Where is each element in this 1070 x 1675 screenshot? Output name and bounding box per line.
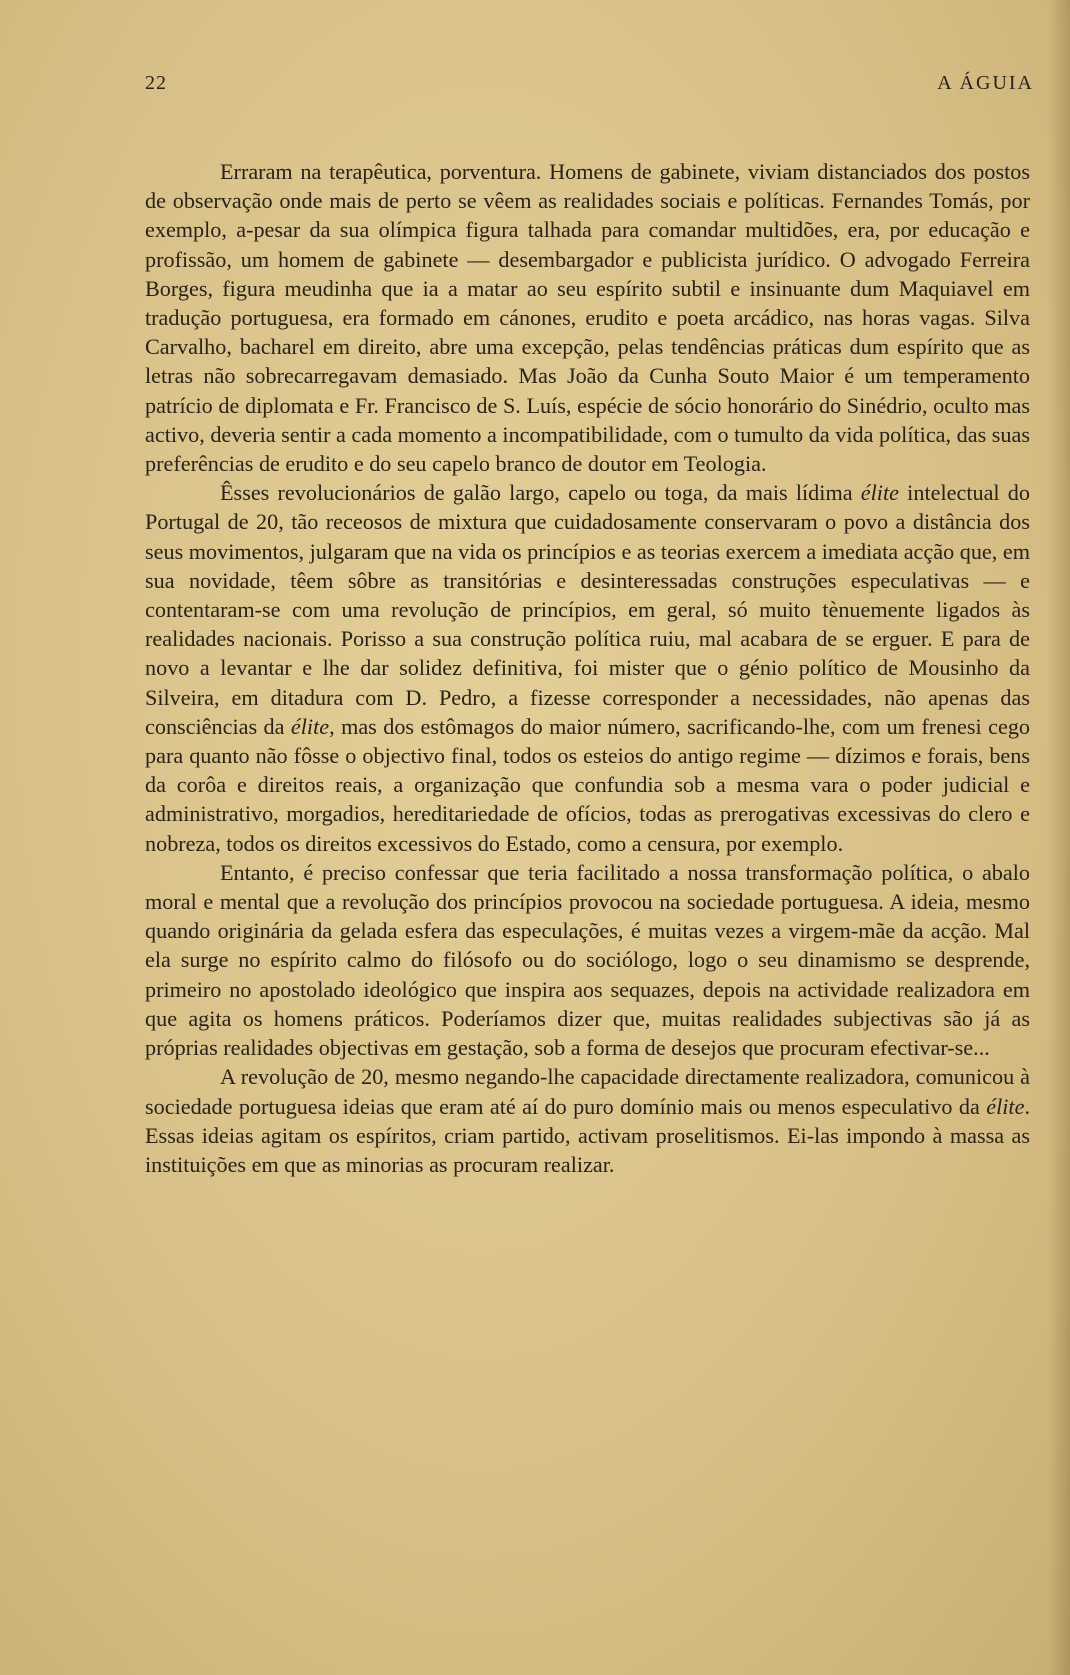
paragraph-2 xyxy=(145,478,1030,858)
paragraph-1: Erraram na terapêutica, porventura. Homens de gabinete, viviam distanciados dos postos de observação onde mais de perto se vêem as realidades sociais e políticas. Fernandes Tomás, por exemplo, a-pesar da sua olímpica figura talhada para comandar multidões, era, por educação e profissão, um homem de gabinete — desembargador e publicista jurídico. O advogado Ferreira Borges, figura meudinha que ia a matar ao seu espírito subtil e insinuante dum Maquiavel em tradução portuguesa, era formado em cánones, erudito e poeta arcádico, nas horas vagas. Silva Carvalho, bacharel em direito, abre uma excepção, pelas tendências práticas dum espírito que as letras não sobrecarregavam demasiado. Mas João da Cunha Souto Maior é um temperamento patrício de diplomata e Fr. Francisco de S. Luís, espécie de sócio honorário do Sinédrio, oculto mas activo, deveria sentir a cada momento a incompatibilidade, com o tumulto da vida política, das suas preferências de erudito e do seu capelo branco de doutor em Teologia. xyxy=(145,159,1030,477)
body-text xyxy=(145,157,1030,1179)
emphasis-elite: élite xyxy=(860,480,899,506)
paragraph-4-part-1: A revolução de 20, mesmo negando-lhe capacidade directamente realizadora, comunicou à sociedade portuguesa ideias que eram até aí do puro domínio mais ou menos especulativo da xyxy=(145,1064,1030,1119)
paragraph-4-part-2: . Essas ideias agitam os espíritos, criam partido, activam proselitismos. Ei-las impondo à massa as instituições em que as minorias as procuram realizar. xyxy=(145,1093,1030,1177)
page-header xyxy=(145,72,1034,102)
paragraph-2-part-2: intelectual do Portugal de 20, tão receosos de mixtura que cuidadosamente conservaram o povo a distância dos seus movimentos, julgaram que na vida os princípios e as teorias exercem a imediata acção que, em sua novidade, têem sôbre as transitórias e desinteressadas construções especulativas — e contentaram-se com uma revolução de princípios, em geral, só muito tènuemente ligados às realidades nacionais. Porisso a sua construção política ruiu, mal acabara de se erguer. E para de novo a levantar e lhe dar solidez definitiva, foi mister que o génio político de Mousinho da Silveira, em ditadura com D. Pedro, a fizesse corresponder a necessidades, não apenas das consciências da xyxy=(145,480,1030,739)
paragraph-4 xyxy=(145,1062,1030,1179)
emphasis-elite: élite xyxy=(986,1093,1025,1119)
paragraph-2-part-1: Êsses revolucionários de galão largo, capelo ou toga, da mais lídima xyxy=(220,480,861,506)
paragraph-2-part-3: , mas dos estômagos do maior número, sacrificando-lhe, com um frenesi cego para quanto não fôsse o objectivo final, todos os esteios do antigo regime — dízimos e forais, bens da corôa e direitos reais, a organização que confundia sob a mesma vara o poder judicial e administrativo, morgadios, hereditariedade de ofícios, todas as prerogativas excessivas do clero e nobreza, todos os direitos excessivos do Estado, como a censura, por exemplo. xyxy=(145,713,1031,856)
page-number: 22 xyxy=(145,72,167,94)
emphasis-elite: élite xyxy=(290,713,330,739)
paragraph-3: Entanto, é preciso confessar que teria facilitado a nossa transformação política, o abalo moral e mental que a revolução dos princípios provocou na sociedade portuguesa. A ideia, mesmo quando originária da gelada esfera das especulações, é muitas vezes a virgem-mãe da acção. Mal ela surge no espírito calmo do filósofo ou do sociólogo, logo o seu dinamismo se desprende, primeiro no apostolado ideológico que inspira aos sequazes, depois na actividade realizadora em que agita os homens práticos. Poderíamos dizer que, muitas realidades subjectivas são já as próprias realidades objectivas em gestação, sob a forma de desejos que procuram efectivar-se... xyxy=(145,859,1030,1061)
running-title: A ÁGUIA xyxy=(937,72,1034,94)
